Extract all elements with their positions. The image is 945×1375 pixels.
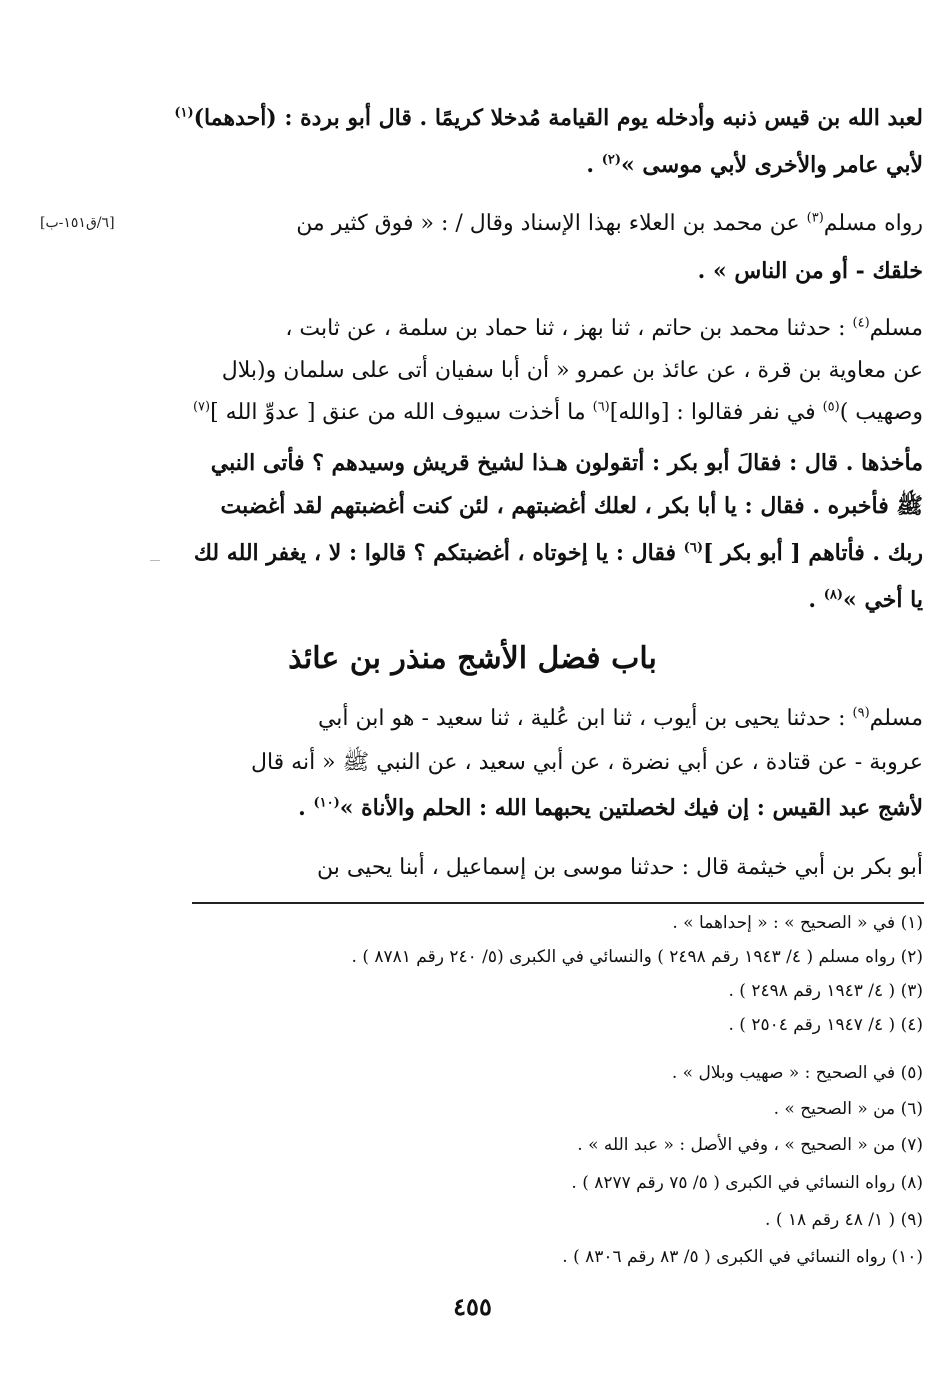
text-line-11 xyxy=(808,585,923,615)
text-run: خلقك - أو من الناس » . xyxy=(697,258,923,284)
footnote-4: (٤) ( ٤/ ١٩٤٧ رقم ٢٥٠٤ ) . xyxy=(728,1015,923,1035)
text-run: ﷺ فأخبره . فقال : يا أبا بكر ، لعلك أغضبتهم ، لئن كنت أغضبتهم لقد أغضبت xyxy=(220,493,923,519)
text-run: : حدثنا محمد بن حاتم ، ثنا بهز ، ثنا حماد بن سلمة ، عن ثابت ، xyxy=(285,316,853,341)
footnote-ref-3[interactable]: (٣) xyxy=(806,210,824,226)
footnote-3: (٣) ( ٤/ ١٩٤٣ رقم ٢٤٩٨ ) . xyxy=(728,981,923,1001)
text-run: ما أخذت سيوف الله من عنق [ عدوِّ الله ] xyxy=(210,400,593,425)
text-run: . xyxy=(298,795,314,821)
text-line-3 xyxy=(296,209,923,239)
text-run: ربك . فأتاهم [ أبو بكر ] xyxy=(702,540,923,566)
text-run: يا أخي » xyxy=(843,587,923,613)
footnote-ref-10[interactable]: (١٠) xyxy=(313,795,340,811)
footnote-2: (٢) رواه مسلم ( ٤/ ١٩٤٣ رقم ٢٤٩٨ ) والنسائي في الكبرى (٥/ ٢٤٠ رقم ٨٧٨١ ) . xyxy=(351,947,923,967)
text-run: عن محمد بن العلاء بهذا الإسناد وقال / : « فوق كثير من xyxy=(296,211,807,236)
manuscript-folio-note: [٦/ق١٥١-ب] xyxy=(40,215,115,231)
text-line-12 xyxy=(318,704,923,734)
footnote-9: (٩) ( ١/ ٤٨ رقم ١٨ ) . xyxy=(765,1210,923,1230)
text-run: عن معاوية بن قرة ، عن عائذ بن عمرو « أن أبا سفيان أتى على سلمان و(بلال xyxy=(221,358,923,383)
footnote-5: (٥) في الصحيح : « صهيب وبلال » . xyxy=(671,1063,923,1083)
text-run: . xyxy=(808,587,824,613)
text-line-4 xyxy=(698,256,923,286)
page-number: ٤٥٥ xyxy=(453,1292,492,1321)
footnote-ref-4[interactable]: (٤) xyxy=(852,315,870,331)
text-line-5 xyxy=(285,314,923,344)
text-line-8 xyxy=(211,448,923,478)
text-line-14 xyxy=(298,793,923,823)
footnote-ref-9[interactable]: (٩) xyxy=(852,705,870,721)
section-heading: باب فضل الأشج منذر بن عائذ xyxy=(288,641,657,676)
text-run: : حدثنا يحيى بن أيوب ، ثنا ابن عُلية ، ثنا سعيد - هو ابن أبي xyxy=(317,706,853,731)
text-line-13 xyxy=(251,748,923,778)
text-run: لأشج عبد القيس : إن فيك لخصلتين يحبهما الله : الحلم والأناة » xyxy=(339,795,923,821)
text-run: أبو بكر بن أبي خيثمة قال : حدثنا موسى بن إسماعيل ، أبنا يحيى بن xyxy=(316,855,923,880)
text-run: فقال : يا إخوتاه ، أغضبتكم ؟ قالوا : لا ، يغفر الله لك xyxy=(193,540,684,566)
text-run: وصهيب ) xyxy=(839,400,923,425)
text-run: لعبد الله بن قيس ذنبه وأدخله يوم القيامة مُدخلا كريمًا . قال أبو بردة : (أحدهما) xyxy=(193,105,923,131)
margin-mark xyxy=(150,560,160,561)
text-line-15 xyxy=(317,853,923,883)
footnote-10: (١٠) رواه النسائي في الكبرى ( ٥/ ٨٣ رقم ٨٣٠٦ ) . xyxy=(562,1247,923,1267)
footnote-ref-2[interactable]: (٢) xyxy=(601,152,622,168)
footnote-separator xyxy=(192,902,924,904)
text-line-6 xyxy=(222,356,923,386)
text-run: مسلم xyxy=(869,706,923,731)
footnote-7: (٧) من « الصحيح » ، وفي الأصل : « عبد الله » . xyxy=(577,1135,923,1155)
footnote-ref-8[interactable]: (٨) xyxy=(823,587,844,603)
text-run: مسلم xyxy=(869,316,923,341)
text-line-9 xyxy=(220,491,923,521)
text-run: في نفر فقالوا : [والله] xyxy=(609,400,823,425)
text-run: مأخذها . قال : فقالَ أبو بكر : أتقولون هـذا لشيخ قريش وسيدهم ؟ فأتى النبي xyxy=(210,450,923,476)
text-run: عروبة - عن قتادة ، عن أبي نضرة ، عن أبي سعيد ، عن النبي ﷺ « أنه قال xyxy=(250,750,923,775)
footnote-ref-6b[interactable]: (٦) xyxy=(683,540,703,556)
footnote-6: (٦) من « الصحيح » . xyxy=(773,1099,923,1119)
text-line-7 xyxy=(193,398,923,428)
footnote-8: (٨) رواه النسائي في الكبرى ( ٥/ ٧٥ رقم ٨٢٧٧ ) . xyxy=(571,1173,923,1193)
footnote-ref-6[interactable]: (٦) xyxy=(592,399,610,415)
text-run: . xyxy=(586,152,602,178)
footnote-1: (١) في « الصحيح » : « إحداهما » . xyxy=(672,913,923,933)
footnote-ref-1[interactable]: (١) xyxy=(174,105,194,121)
footnote-ref-5[interactable]: (٥) xyxy=(822,399,840,415)
text-line-1 xyxy=(174,103,923,133)
text-run: رواه مسلم xyxy=(823,211,923,236)
text-line-2 xyxy=(586,150,923,180)
footnote-ref-7[interactable]: (٧) xyxy=(192,399,211,415)
text-run: لأبي عامر والأخرى لأبي موسى » xyxy=(621,152,923,178)
text-line-10 xyxy=(194,538,923,568)
